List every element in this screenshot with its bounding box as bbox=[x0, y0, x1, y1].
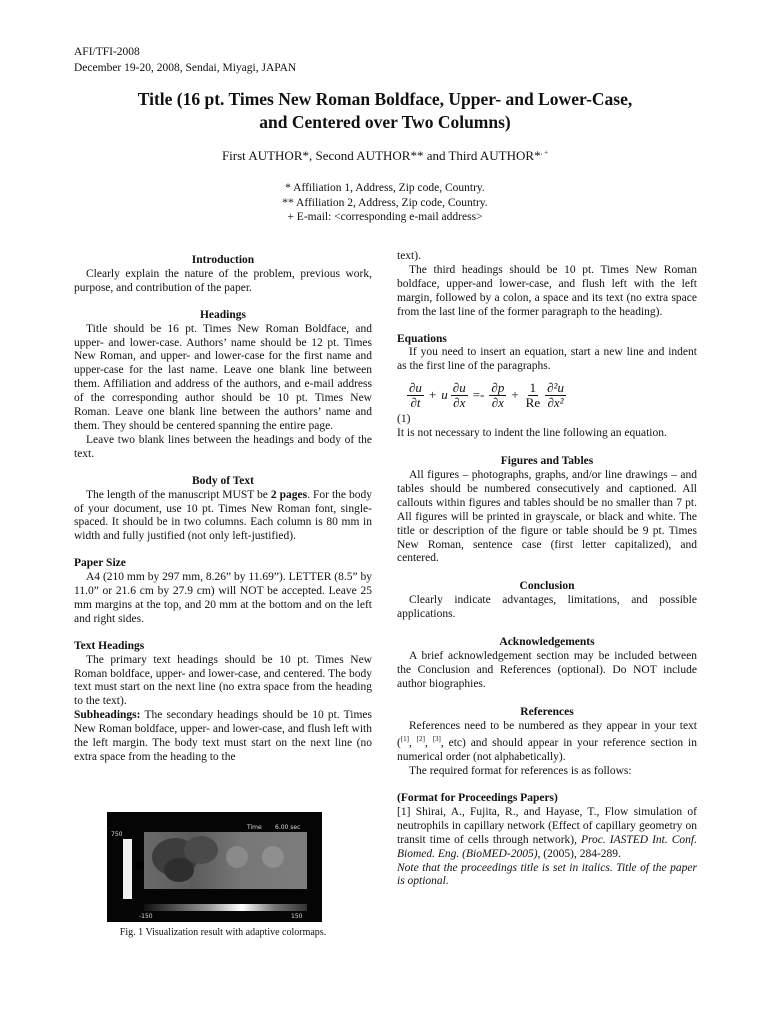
ref-text-b: , etc) and should appear in your reference section in numerical order (not alphabetically). bbox=[397, 737, 697, 764]
conference-date-location: December 19-20, 2008, Sendai, Miyagi, JAPAN bbox=[74, 62, 297, 74]
eq-term-5 bbox=[545, 381, 566, 410]
figure-colorbar bbox=[123, 839, 132, 899]
figure-scale-min: -150 bbox=[139, 913, 153, 920]
eq-t1-den: ∂t bbox=[410, 394, 421, 410]
third-headings-paragraph: The third headings should be 10 pt. Times New Roman boldface, upper-and lower-case, and flush left with the left margin, followed by a colon, a space and its text (no extra space from the last line of the former paragraph to the heading). bbox=[397, 263, 697, 318]
subheadings-label: Subheadings: bbox=[74, 709, 141, 722]
subheadings-paragraph bbox=[74, 709, 372, 765]
title-line-2: and Centered over Two Columns) bbox=[259, 112, 511, 132]
author-line bbox=[60, 148, 710, 164]
paper-size-heading: Paper Size bbox=[74, 557, 126, 570]
affiliation-1: * Affiliation 1, Address, Zip code, Country. bbox=[285, 182, 485, 194]
figure-visualization bbox=[107, 812, 322, 922]
ref-sup-2: [2] bbox=[416, 735, 425, 744]
author-names: First AUTHOR*, Second AUTHOR** and Third AUTHOR* bbox=[221, 148, 541, 163]
figure-blob-3 bbox=[164, 858, 194, 882]
references-paragraph-2: The required format for references is as follows: bbox=[409, 765, 632, 778]
figure-blob-2 bbox=[184, 836, 218, 864]
ref-text-a: References need to be numbered as they appear in your text ( bbox=[397, 719, 697, 750]
ref-example-b: , (2005), 284-289. bbox=[537, 847, 621, 860]
conference-id: AFI/TFI-2008 bbox=[74, 46, 140, 58]
navier-stokes-equation bbox=[407, 377, 697, 413]
figure-grayscale-bar bbox=[144, 904, 307, 911]
paper-size-paragraph: A4 (210 mm by 297 mm, 8.26” by 11.69”). LETTER (8.5” by 11.0” or 21.6 cm by 27.9 cm) will NOT be accepted. Leave 25 mm margins at the top, and 20 mm at the bottom and on the left and right sides. bbox=[74, 571, 372, 625]
affiliations bbox=[60, 181, 710, 225]
eq-t5-den: ∂x² bbox=[547, 394, 564, 410]
body-paragraph bbox=[74, 489, 372, 545]
eq-t3-den: ∂x bbox=[491, 394, 504, 410]
eq-t4-den: Re bbox=[525, 394, 541, 410]
equations-paragraph: If you need to insert an equation, start a new line and indent as the first line of the paragraphs. bbox=[397, 346, 697, 373]
corresponding-email: + E-mail: <corresponding e-mail address> bbox=[287, 211, 483, 223]
text-headings-paragraph: The primary text headings should be 10 pt. Times New Roman boldface, upper- and lower-case, and centered. The body text must start on the next line (no extra space from the heading to the text). bbox=[74, 653, 372, 708]
figures-paragraph: All figures – photographs, graphs, and/or line drawings – and tables should be numbered consecutively and captioned. All callouts within figures and tables should be no smaller than 7 pt. All figures will be printed in grayscale, or black and white. The title or description of the figure or table should be 9 pt. Times New Roman, sentence case (first letter capitalized), and centered. bbox=[397, 468, 697, 565]
eq-term-3 bbox=[489, 381, 506, 410]
headings-heading: Headings bbox=[199, 308, 246, 321]
eq-u: u bbox=[441, 387, 448, 403]
author-mark: , + bbox=[540, 148, 549, 157]
acknowledgements-paragraph: A brief acknowledgement section may be included between the Conclusion and References (optional). Do NOT include author biographies. bbox=[397, 649, 697, 690]
body-heading: Body of Text bbox=[192, 474, 254, 487]
body-text-a: The length of the manuscript MUST be bbox=[86, 488, 271, 501]
eq-equals: =- bbox=[472, 387, 485, 403]
figure-time-value: 6.00 sec bbox=[275, 824, 301, 831]
ref-sep-2: , bbox=[424, 737, 433, 750]
figure-scale-max: 150 bbox=[291, 913, 303, 920]
continued-text: text). bbox=[397, 250, 421, 262]
format-heading: (Format for Proceedings Papers) bbox=[397, 792, 558, 805]
affiliation-2: ** Affiliation 2, Address, Zip code, Country. bbox=[282, 196, 488, 209]
conclusion-heading: Conclusion bbox=[519, 580, 575, 593]
figure-scale-top: 750 bbox=[111, 831, 123, 838]
eq-t4-num: 1 bbox=[529, 379, 537, 395]
ref-example-italic: Proc. IASTED Int. Conf. Biomed. Eng. (BioMED-2005) bbox=[397, 833, 697, 860]
eq-t5-num: ∂²u bbox=[547, 379, 564, 395]
figure-time-label: Time bbox=[247, 824, 262, 831]
acknowledgements-heading: Acknowledgements bbox=[499, 636, 595, 649]
figures-heading: Figures and Tables bbox=[500, 455, 594, 468]
headings-paragraph-1: Title should be 16 pt. Times New Roman Boldface, and upper- and lower-case. Authors’ name should be 12 pt. Times New Roman, and upper- and lower-case for the first name and upper-case for the last name. Leave one blank line between them. Affiliation and address of the authors, and e-mail address of the corresponding author should be 10 pt. Times New Roman. Leave one blank line between the authors’ name and them. They should be centered spanning the entire page. bbox=[74, 322, 372, 432]
conclusion-paragraph: Clearly indicate advantages, limitations, and possible applications. bbox=[397, 594, 697, 621]
headings-paragraph-2: Leave two blank lines between the headings and body of the text. bbox=[74, 433, 372, 460]
intro-paragraph: Clearly explain the nature of the problem, previous work, purpose, and contribution of the paper. bbox=[74, 267, 372, 294]
ref-sep-1: , bbox=[409, 737, 417, 750]
body-text-b: . For the body of your document, use 10 pt. Times New Roman font, single-spaced. It should be in two columns. Each column is 80 mm in width and fully justified (not only left-justified). bbox=[74, 488, 372, 543]
references-heading: References bbox=[520, 705, 574, 718]
equations-heading: Equations bbox=[397, 332, 447, 345]
eq-plus-2: + bbox=[511, 387, 519, 403]
reference-example bbox=[397, 806, 697, 862]
title-line-1: Title (16 pt. Times New Roman Boldface, Upper- and Lower-Case, bbox=[137, 89, 633, 109]
figure-caption: Fig. 1 Visualization result with adaptive colormaps. bbox=[119, 927, 327, 938]
figure-simulation-panel bbox=[144, 832, 307, 889]
left-column bbox=[74, 254, 372, 765]
eq-plus-1: + bbox=[428, 387, 437, 403]
conference-header bbox=[74, 44, 296, 76]
equation-number: (1) bbox=[397, 413, 411, 426]
eq-t2-num: ∂u bbox=[452, 379, 466, 395]
ref-sup-1: [1] bbox=[400, 735, 410, 744]
right-column bbox=[397, 250, 697, 889]
text-headings-heading: Text Headings bbox=[74, 639, 145, 652]
subheadings-text: The secondary headings should be 10 pt. Times New Roman boldface, upper- and lower-case, and flush left with the left margin. The body text must start on the next line (no extra space from the heading to the bbox=[74, 709, 372, 763]
ref-example-a: [1] Shirai, A., Fujita, R., and Hayase, T., Flow simulation of neutrophils in capillary network (Effect of capillary geometry on transit time of cells through network), bbox=[397, 805, 697, 846]
references-paragraph-1 bbox=[397, 720, 697, 766]
figure-blob-4 bbox=[226, 846, 248, 868]
figure-blob-5 bbox=[262, 846, 284, 868]
eq-t3-num: ∂p bbox=[491, 379, 505, 395]
eq-term-2 bbox=[451, 381, 468, 410]
ref-sup-3: [3] bbox=[432, 735, 441, 744]
figure-marker bbox=[136, 862, 144, 870]
eq-term-1 bbox=[407, 381, 424, 410]
intro-heading: Introduction bbox=[191, 254, 255, 266]
equation-note: It is not necessary to indent the line following an equation. bbox=[397, 427, 667, 440]
body-text-bold: 2 pages bbox=[270, 488, 308, 501]
eq-t1-num: ∂u bbox=[409, 379, 422, 395]
eq-term-4 bbox=[524, 381, 542, 410]
format-note: Note that the proceedings title is set in italics. Title of the paper is optional. bbox=[397, 861, 697, 888]
eq-t2-den: ∂x bbox=[453, 394, 466, 410]
paper-title bbox=[60, 88, 710, 134]
